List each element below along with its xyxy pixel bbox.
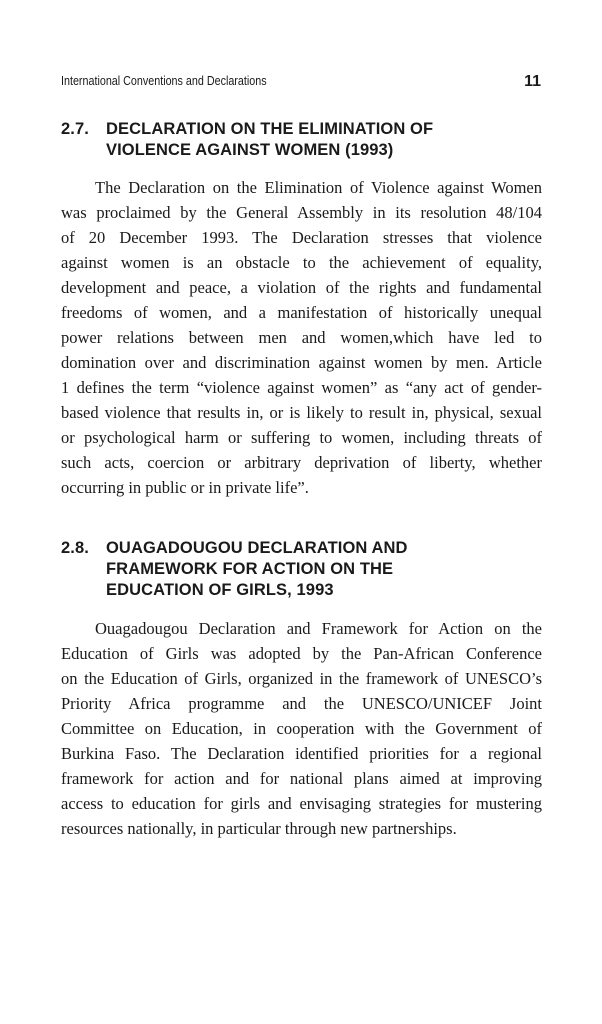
paragraph-line: occurring in public or in private life”. (61, 478, 309, 497)
section-title (106, 538, 526, 601)
paragraph-line: Ouagadougou Declaration and Framework for Action on the (95, 619, 542, 638)
paragraph-line: framework for action and for national plans aimed at improving (61, 769, 542, 788)
paragraph-line: power relations between men and women,which have led to (61, 328, 542, 347)
paragraph-line: access to education for girls and envisaging strategies for mustering (61, 794, 542, 813)
paragraph-line: Priority Africa programme and the UNESCO/UNICEF Joint (61, 694, 542, 713)
paragraph-line: Burkina Faso. The Declaration identified priorities for a regional (61, 744, 542, 763)
section-number: 2.8. (61, 539, 89, 557)
section-title-line: EDUCATION OF GIRLS, 1993 (106, 581, 334, 599)
paragraph-line: freedoms of women, and a manifestation of historically unequal (61, 303, 542, 322)
section-title-line: DECLARATION ON THE ELIMINATION OF (106, 120, 434, 138)
paragraph-line: was proclaimed by the General Assembly in its resolution 48/104 (61, 203, 542, 222)
paragraph-line: development and peace, a violation of the rights and fundamental (61, 278, 542, 297)
section-number: 2.7. (61, 120, 89, 138)
paragraph-line: The Declaration on the Elimination of Violence against Women (95, 178, 542, 197)
page-number: 11 (524, 73, 541, 90)
paragraph-line: or psychological harm or suffering to women, including threats of (61, 428, 542, 447)
section-title-line: FRAMEWORK FOR ACTION ON THE (106, 560, 394, 578)
paragraph-line: against women is an obstacle to the achievement of equality, (61, 253, 542, 272)
section-title-line: OUAGADOUGOU DECLARATION AND (106, 539, 408, 557)
paragraph-line: on the Education of Girls, organized in the framework of UNESCO’s (61, 669, 542, 688)
paragraph-line: Education of Girls was adopted by the Pan-African Conference (61, 644, 542, 663)
section-title-line: VIOLENCE AGAINST WOMEN (1993) (106, 141, 394, 159)
section-title (106, 119, 526, 161)
paragraph-line: 1 defines the term “violence against women” as “any act of gender- (61, 378, 542, 397)
paragraph-line: resources nationally, in particular through new partnerships. (61, 819, 457, 838)
running-header (61, 73, 541, 93)
paragraph-line: Committee on Education, in cooperation with the Government of (61, 719, 542, 738)
running-header-title: International Conventions and Declarations (61, 74, 267, 88)
section-paragraph-2-7 (61, 175, 542, 500)
paragraph-line: of 20 December 1993. The Declaration stresses that violence (61, 228, 542, 247)
paragraph-line: such acts, coercion or arbitrary deprivation of liberty, whether (61, 453, 542, 472)
section-paragraph-2-8 (61, 616, 542, 841)
paragraph-line: based violence that results in, or is likely to result in, physical, sexual (61, 403, 542, 422)
paragraph-line: domination over and discrimination against women by men. Article (61, 353, 542, 372)
